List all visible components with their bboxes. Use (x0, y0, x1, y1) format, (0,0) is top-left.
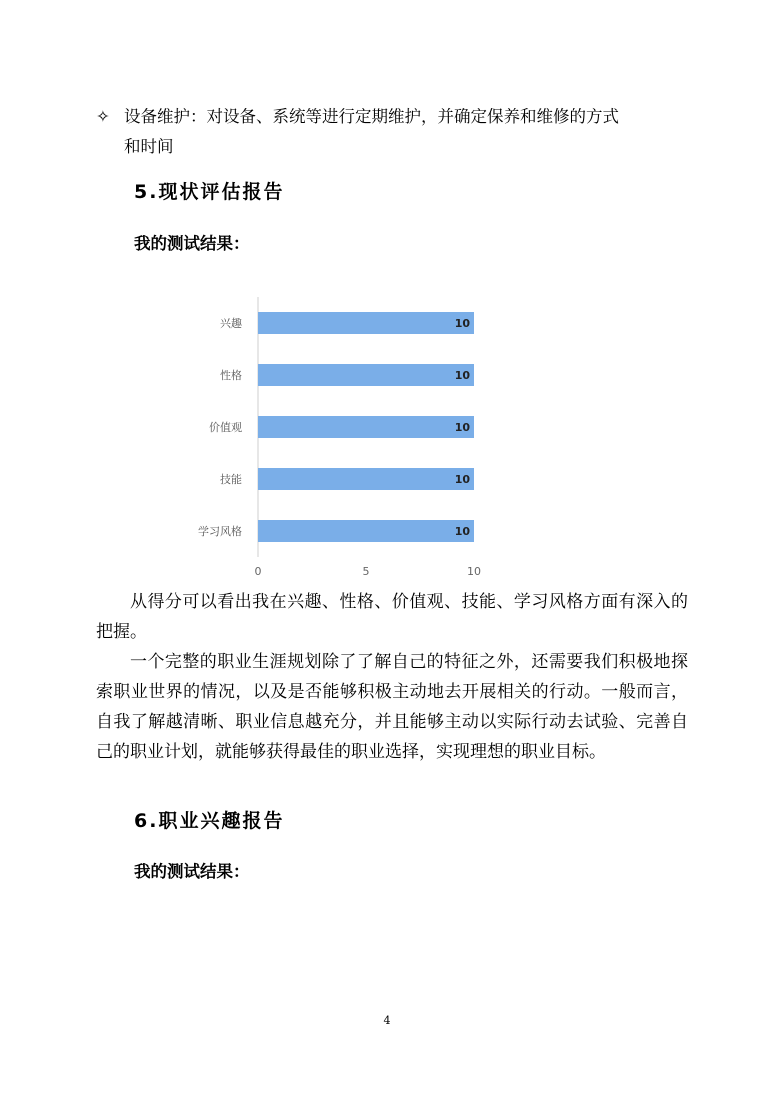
value-label: 10 (454, 317, 470, 330)
bar-1 (258, 364, 474, 386)
bar-chart (180, 285, 510, 575)
value-label: 10 (454, 525, 470, 538)
bar-2 (258, 416, 474, 438)
value-label: 10 (454, 421, 470, 434)
section-5-result-label: 我的测试结果： (134, 234, 250, 253)
paragraph-1: 从得分可以看出我在兴趣、性格、价值观、技能、学习风格方面有深入的把握。 (96, 592, 688, 642)
bullet-item (96, 102, 696, 132)
category-label: 性格 (220, 369, 242, 382)
category-label: 价值观 (209, 421, 242, 434)
category-label: 学习风格 (198, 525, 242, 538)
section-6-heading: 6.职业兴趣报告 (134, 810, 285, 832)
value-label: 10 (454, 473, 470, 486)
category-label: 技能 (220, 473, 242, 486)
section-5-heading: 5.现状评估报告 (134, 181, 285, 203)
paragraph-2: 一个完整的职业生涯规划除了了解自己的特征之外，还需要我们积极地探索职业世界的情况，以及是否能够积极主动地去开展相关的行动。一般而言，自我了解越清晰、职业信息越充分，并且能够主动以实际行动去试验、完善自己的职业计划，就能够获得最佳的职业选择，实现理想的职业目标。 (96, 652, 688, 762)
x-tick-label: 0 (254, 565, 262, 575)
category-label: 兴趣 (220, 317, 242, 330)
bullet-text-line1: 设备维护：对设备、系统等进行定期维护，并确定保养和维修的方式 (124, 107, 619, 126)
bullet-text-line2: 和时间 (124, 137, 174, 156)
section-6-result-label: 我的测试结果： (134, 862, 250, 881)
bar-4 (258, 520, 474, 542)
x-tick-label: 5 (362, 565, 370, 575)
bar-3 (258, 468, 474, 490)
bar-0 (258, 312, 474, 334)
x-tick-label: 10 (467, 565, 481, 575)
diamond-bullet-icon: ✧ (96, 107, 110, 126)
chart-bars (258, 312, 474, 542)
page-number: 4 (383, 1014, 391, 1027)
value-label: 10 (454, 369, 470, 382)
